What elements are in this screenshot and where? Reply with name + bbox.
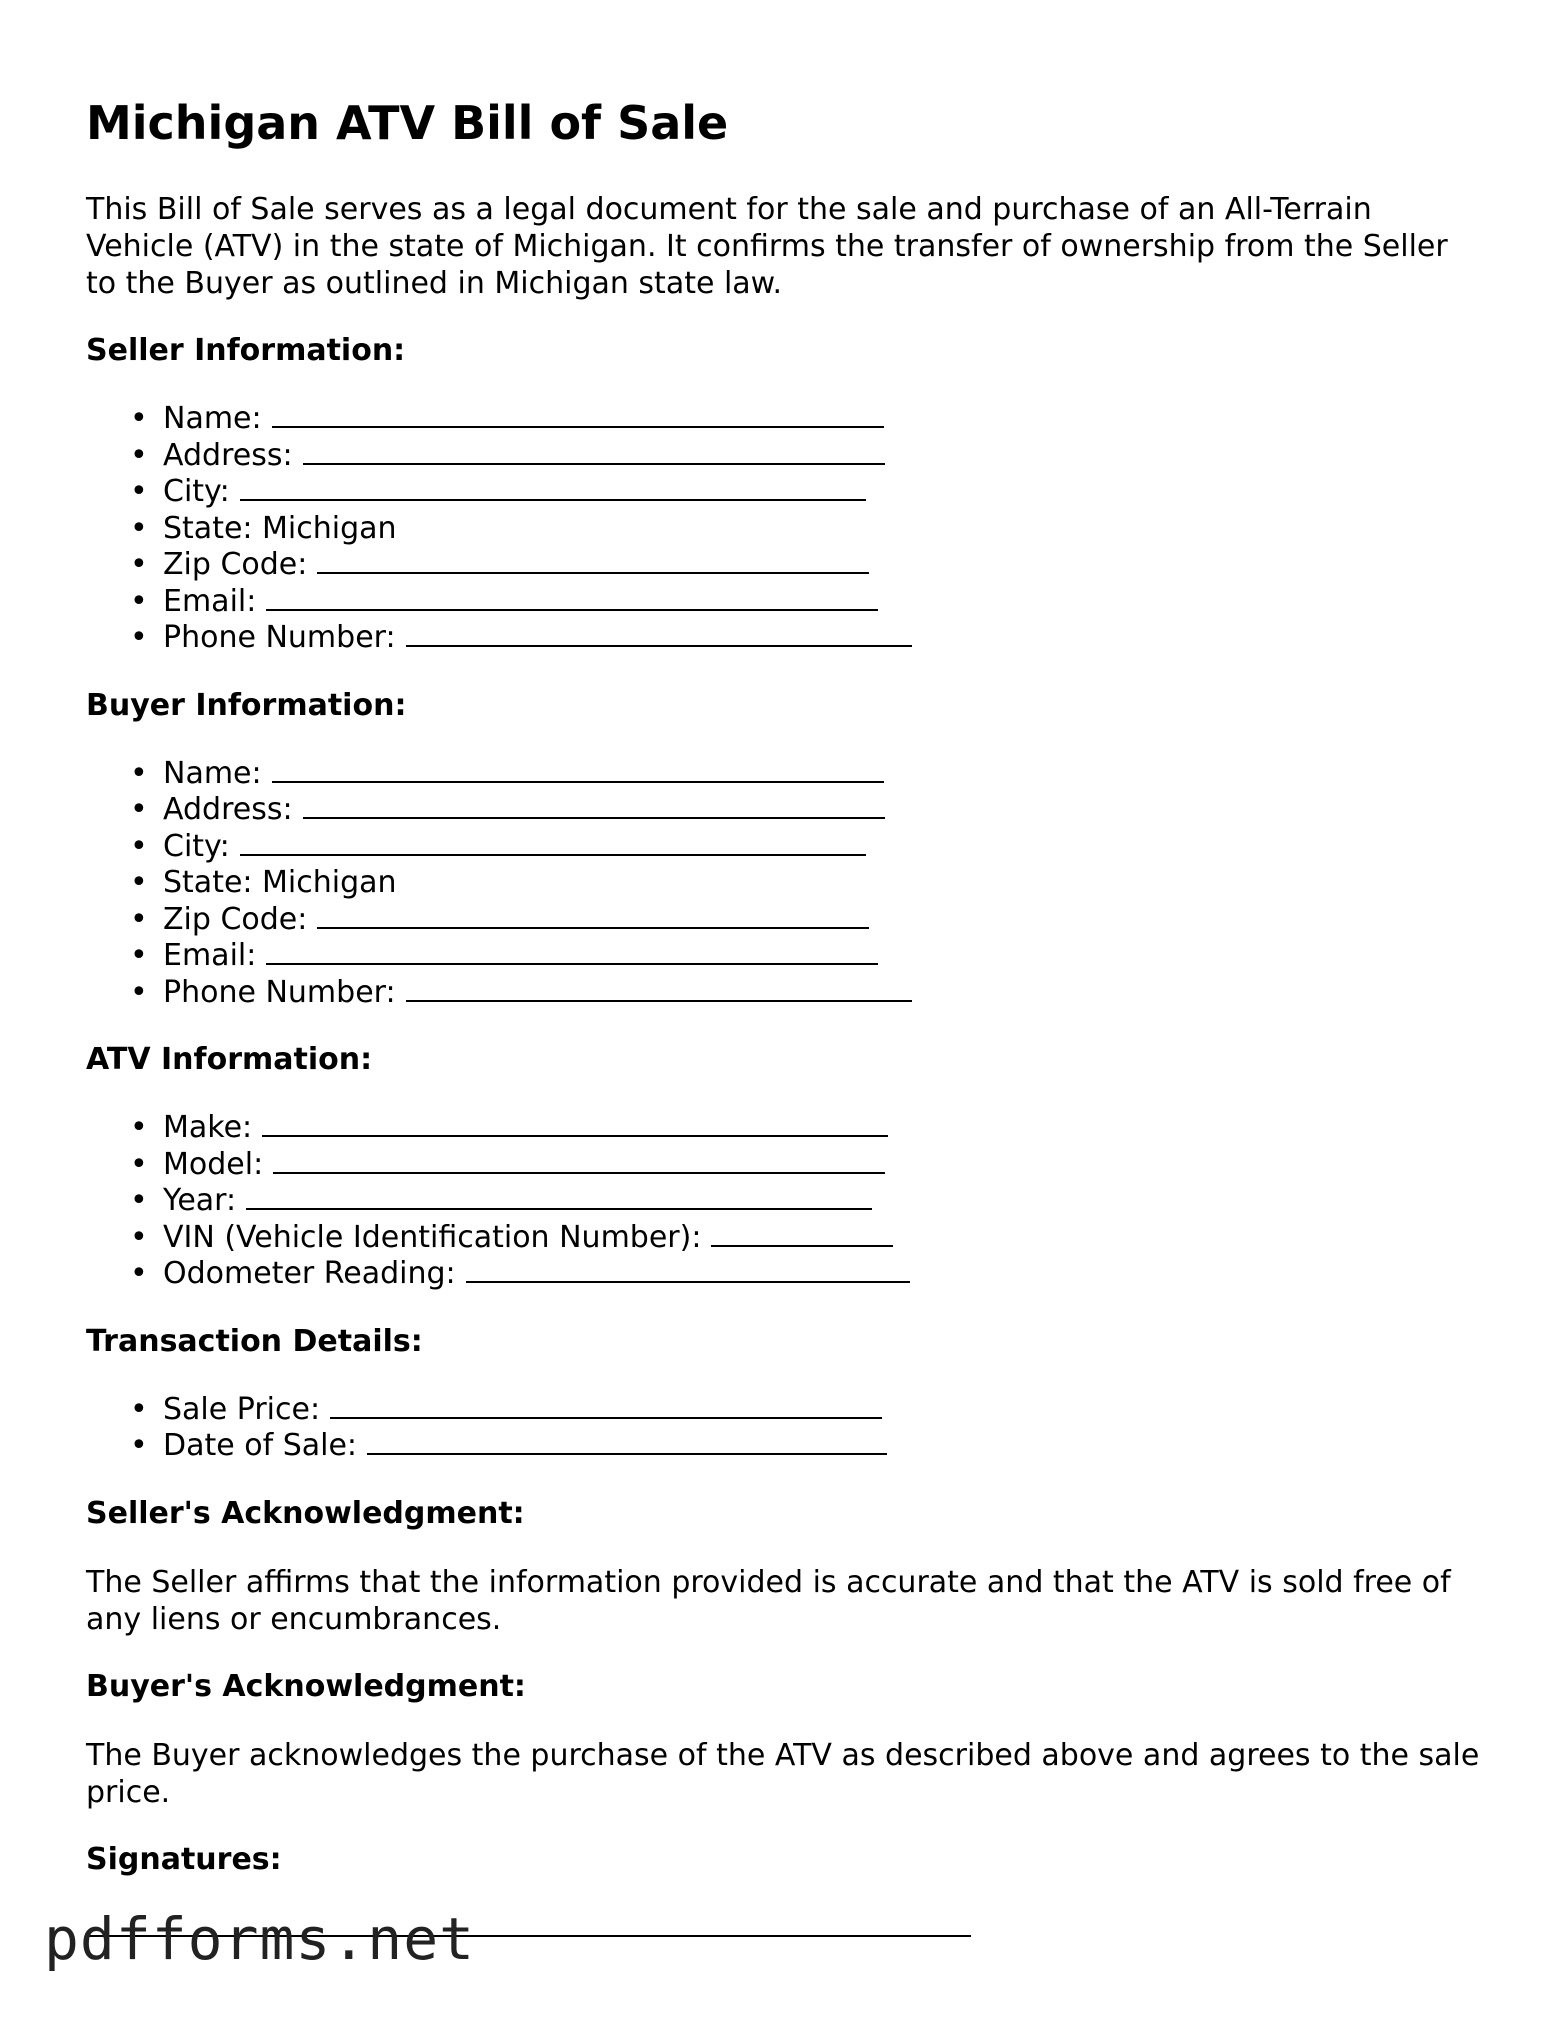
buyer-ack-heading: Buyer's Acknowledgment: xyxy=(86,1668,526,1704)
bullet: • xyxy=(130,437,148,473)
buyer-zip-field[interactable]: • Zip Code: xyxy=(86,902,1486,939)
sale-date-field[interactable]: • Date of Sale: xyxy=(86,1428,1486,1465)
blank-line[interactable] xyxy=(303,793,885,819)
transaction-heading: Transaction Details: xyxy=(86,1323,423,1359)
blank-line[interactable] xyxy=(272,757,884,783)
blank-line[interactable] xyxy=(240,475,866,501)
watermark-logo: pdfforms.net xyxy=(44,1905,476,1973)
seller-zip-field[interactable]: • Zip Code: xyxy=(86,547,1486,584)
seller-email-field[interactable]: • Email: xyxy=(86,584,1486,621)
seller-city-field[interactable]: • City: xyxy=(86,474,1486,511)
seller-ack-text: The Seller affirms that the information provided is accurate and that the ATV is sold free of any liens or encumbrances. xyxy=(86,1564,1451,1637)
sale-price-field[interactable]: • Sale Price: xyxy=(86,1392,1486,1429)
atv-odometer-field[interactable]: • Odometer Reading: xyxy=(86,1256,1486,1293)
buyer-state-field: • State: Michigan xyxy=(130,865,397,901)
blank-line[interactable] xyxy=(406,621,912,647)
bullet: • xyxy=(130,1391,148,1427)
bullet: • xyxy=(130,974,148,1010)
bullet: • xyxy=(130,938,148,974)
page-title: Michigan ATV Bill of Sale xyxy=(86,96,729,150)
bullet: • xyxy=(130,1110,148,1146)
bullet: • xyxy=(130,547,148,583)
bullet: • xyxy=(130,792,148,828)
seller-heading: Seller Information: xyxy=(86,333,406,369)
bullet: • xyxy=(130,1219,148,1255)
blank-line[interactable] xyxy=(273,1148,885,1174)
atv-make-field[interactable]: • Make: xyxy=(86,1110,1486,1147)
bullet: • xyxy=(130,401,148,437)
signatures-heading: Signatures: xyxy=(86,1841,282,1877)
blank-line[interactable] xyxy=(266,939,878,965)
seller-fields xyxy=(86,401,1486,657)
bullet: • xyxy=(130,1256,148,1292)
intro-paragraph: This Bill of Sale serves as a legal document for the sale and purchase of an All-Terrain Vehicle (ATV) in the state of Michigan. It confirms the transfer of ownership from the Seller to the Buyer as outlined in Michigan state law. xyxy=(86,192,1448,302)
atv-year-field[interactable]: • Year: xyxy=(86,1183,1486,1220)
blank-line[interactable] xyxy=(262,1111,888,1137)
bullet: • xyxy=(130,755,148,791)
buyer-address-field[interactable]: • Address: xyxy=(86,792,1486,829)
bullet: • xyxy=(130,1428,148,1464)
buyer-email-field[interactable]: • Email: xyxy=(86,938,1486,975)
blank-line[interactable] xyxy=(330,1393,882,1419)
buyer-fields xyxy=(86,756,1486,1012)
blank-line[interactable] xyxy=(266,585,878,611)
blank-line[interactable] xyxy=(466,1257,910,1283)
atv-fields xyxy=(86,1110,1486,1293)
buyer-city-field[interactable]: • City: xyxy=(86,829,1486,866)
transaction-fields xyxy=(86,1392,1486,1465)
seller-name-field[interactable]: • Name: xyxy=(86,401,1486,438)
bullet: • xyxy=(130,901,148,937)
blank-line[interactable] xyxy=(711,1221,893,1247)
bullet: • xyxy=(130,865,148,901)
blank-line[interactable] xyxy=(367,1429,887,1455)
blank-line[interactable] xyxy=(272,402,884,428)
bullet: • xyxy=(130,1183,148,1219)
atv-model-field[interactable]: • Model: xyxy=(86,1147,1486,1184)
seller-address-field[interactable]: • Address: xyxy=(86,438,1486,475)
buyer-ack-text: The Buyer acknowledges the purchase of the ATV as described above and agrees to the sale price. xyxy=(86,1737,1480,1810)
buyer-heading: Buyer Information: xyxy=(86,687,407,723)
atv-vin-field[interactable]: • VIN (Vehicle Identification Number): xyxy=(86,1220,1486,1257)
bullet: • xyxy=(130,474,148,510)
blank-line[interactable] xyxy=(246,1184,872,1210)
buyer-phone-field[interactable]: • Phone Number: xyxy=(86,975,1486,1012)
bullet: • xyxy=(130,510,148,546)
blank-line[interactable] xyxy=(317,548,869,574)
bullet: • xyxy=(130,620,148,656)
bullet: • xyxy=(130,1146,148,1182)
seller-state-field: • State: Michigan xyxy=(130,510,397,546)
document-page xyxy=(86,96,1486,1910)
blank-line[interactable] xyxy=(406,976,912,1002)
seller-phone-field[interactable]: • Phone Number: xyxy=(86,620,1486,657)
blank-line[interactable] xyxy=(317,903,869,929)
blank-line[interactable] xyxy=(303,439,885,465)
bullet: • xyxy=(130,828,148,864)
seller-ack-heading: Seller's Acknowledgment: xyxy=(86,1495,525,1531)
buyer-name-field[interactable]: • Name: xyxy=(86,756,1486,793)
bullet: • xyxy=(130,583,148,619)
blank-line[interactable] xyxy=(240,830,866,856)
atv-heading: ATV Information: xyxy=(86,1042,373,1078)
